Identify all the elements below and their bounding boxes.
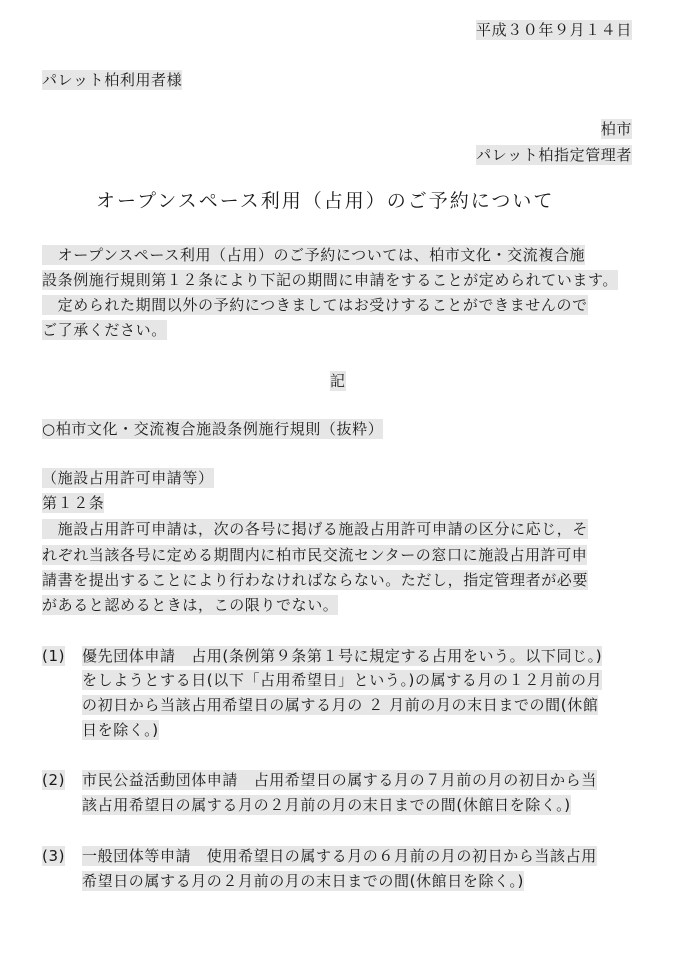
rule-heading: ○柏市文化・交流複合施設条例施行規則（抜粋） bbox=[42, 420, 384, 438]
intro-line: 定められた期間以外の予約につきましてはお受けすることができませんので bbox=[42, 296, 588, 314]
document-date: 平成３０年９月１４日 bbox=[475, 21, 632, 39]
article-body-line: 請書を提出することにより行わなければならない。ただし，指定管理者が必要 bbox=[42, 571, 589, 589]
sender-org: 柏市 bbox=[600, 120, 632, 138]
item-line: 一般団体等申請 使用希望日の属する月の６月前の月の初日から当該占用 bbox=[82, 847, 597, 865]
item-line: 優先団体申請 占用(条例第９条第１号に規定する占用をいう。以下同じ。) bbox=[82, 647, 603, 665]
item-line: 希望日の属する月の２月前の月の末日までの間(休館日を除く。) bbox=[82, 872, 524, 890]
ki-mark: 記 bbox=[330, 372, 346, 390]
item-line: の初日から当該占用希望日の属する月の ２ 月前の月の末日までの間(休館 bbox=[82, 696, 599, 714]
item-number: (1) bbox=[42, 647, 66, 665]
sender-manager: パレット柏指定管理者 bbox=[476, 146, 632, 164]
item-line: 該占用希望日の属する月の２月前の月の末日までの間(休館日を除く。) bbox=[82, 796, 571, 814]
intro-line: ご了承ください。 bbox=[42, 321, 167, 339]
article-number: 第１２条 bbox=[42, 494, 105, 512]
article-caption: （施設占用許可申請等） bbox=[42, 469, 214, 487]
recipient: パレット柏利用者様 bbox=[42, 71, 183, 89]
item-line: 日を除く。) bbox=[82, 721, 159, 739]
article-body-line: れぞれ当該各号に定める期間内に柏市民交流センターの窓口に施設占用許可申 bbox=[42, 546, 588, 564]
article-body-line: があると認めるときは，この限りでない。 bbox=[42, 596, 339, 614]
document-title: オープンスペース利用（占用）のご予約について bbox=[96, 190, 555, 212]
item-number: (2) bbox=[42, 771, 66, 789]
item-number: (3) bbox=[42, 847, 66, 865]
item-line: 市民公益活動団体申請 占用希望日の属する月の７月前の月の初日から当 bbox=[82, 771, 597, 789]
intro-line: オープンスペース利用（占用）のご予約については、柏市文化・交流複合施 bbox=[42, 246, 586, 264]
intro-line: 設条例施行規則第１２条により下記の期間に申請をすることが定められています。 bbox=[42, 271, 619, 289]
item-line: をしようとする日(以下「占用希望日」という。)の属する月の１２月前の月 bbox=[82, 671, 603, 689]
article-body-line: 施設占用許可申請は，次の各号に掲げる施設占用許可申請の区分に応じ，そ bbox=[42, 520, 589, 538]
